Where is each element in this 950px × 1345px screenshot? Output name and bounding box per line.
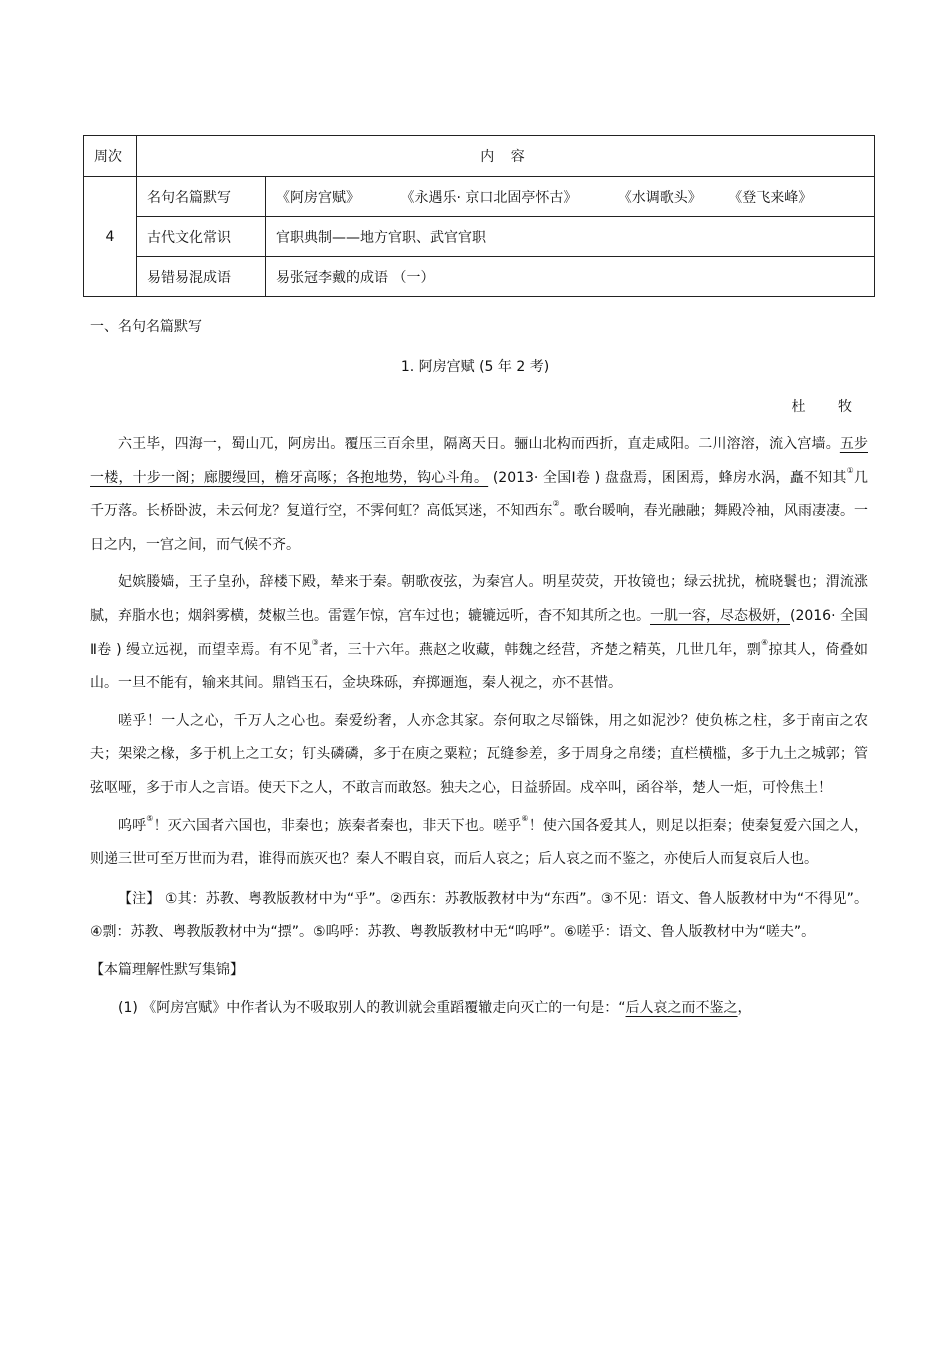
underlined-quote: 五步一楼，十步一阁；廊腰缦回，檐牙高啄；各抱地势，钩心斗角。 bbox=[90, 436, 868, 486]
paragraph: 呜呼⑤！灭六国者六国也，非秦也；族秦者秦也，非天下也。嗟乎⑥！使六国各爱其人，则足以拒秦；使秦复爱六国之人，则递三世可至万世而为君，谁得而族灭也？秦人不暇自哀，而后人哀之；后人哀之而不鉴之，亦使后人而复哀后人也。 bbox=[90, 813, 869, 868]
week-number: 4 bbox=[84, 177, 137, 297]
weekly-schedule-table bbox=[83, 135, 875, 297]
poem-author: 杜 牧 bbox=[791, 399, 866, 415]
row-category: 古代文化常识 bbox=[137, 217, 266, 257]
row-category: 易错易混成语 bbox=[137, 257, 266, 297]
content-item: 《阿房宫赋》 bbox=[276, 189, 360, 206]
practice-question: (1) 《阿房宫赋》中作者认为不吸取别人的教训就会重蹈覆辙走向灭亡的一句是：“后人哀之而不鉴之， bbox=[118, 999, 752, 1016]
header-week: 周次 bbox=[84, 136, 137, 177]
row-content: 官职典制——地方官职、武官官职 bbox=[266, 217, 875, 257]
underlined-quote: 一肌一容，尽态极妍， bbox=[650, 607, 790, 624]
answer-text: 后人哀之而不鉴之 bbox=[625, 999, 738, 1016]
content-item: 《登飞来峰》 bbox=[728, 189, 813, 206]
table-row bbox=[84, 217, 875, 257]
header-content: 内 容 bbox=[137, 136, 875, 177]
table-row bbox=[84, 257, 875, 297]
table-row bbox=[84, 177, 875, 217]
content-item: 《水调歌头》 bbox=[617, 189, 702, 206]
section-title: 一、名句名篇默写 bbox=[90, 319, 202, 335]
poem-body bbox=[90, 428, 868, 1029]
paragraph: 六王毕，四海一，蜀山兀，阿房出。覆压三百余里，隔离天日。骊山北构而西折，直走咸阳。二川溶溶，流入宫墙。五步一楼，十步一阁；廊腰缦回，檐牙高啄；各抱地势，钩心斗角。 (2013· 全国Ⅰ卷 ) 盘盘焉，囷囷焉，蜂房水涡，矗不知其①几千万落。长桥卧波，未云何龙？复道行空，不霁何虹？高低冥迷，不知西东②。歌台暖响，春光融融；舞殿冷袖，风雨凄凄。一日之内，一宫之间，而气候不齐。 bbox=[90, 436, 869, 553]
practice-title: 【本篇理解性默写集锦】 bbox=[90, 961, 244, 978]
row-category: 名句名篇默写 bbox=[137, 177, 266, 217]
row-content: 易张冠李戴的成语 （一） bbox=[266, 257, 875, 297]
table-header-row bbox=[84, 136, 875, 177]
row-content bbox=[266, 177, 875, 217]
poem-title: 1. 阿房宫赋 (5 年 2 考) bbox=[400, 359, 550, 375]
paragraph: 妃嫔媵嫱，王子皇孙，辞楼下殿，辇来于秦。朝歌夜弦，为秦宫人。明星荧荧，开妆镜也；绿云扰扰，梳晓鬟也；渭流涨腻，弃脂水也；烟斜雾横，焚椒兰也。雷霆乍惊，宫车过也；辘辘远听，杳不知其所之也。一肌一容，尽态极妍，(2016· 全国Ⅱ卷 ) 缦立远视，而望幸焉。有不见③者，三十六年。燕赵之收藏，韩魏之经营，齐楚之精英，几世几年，剽④掠其人，倚叠如山。一旦不能有，输来其间。鼎铛玉石，金块珠砾，弃掷逦迤，秦人视之，亦不甚惜。 bbox=[90, 574, 869, 692]
content-item: 《永遇乐· 京口北固亭怀古》 bbox=[400, 189, 578, 206]
annotation-note: 【注】 ①其：苏教、粤教版教材中为“乎”。②西东：苏教版教材中为“东西”。③不见：语文、鲁人版教材中为“不得见”。④剽：苏教、粤教版教材中为“摽”。⑤呜呼：苏教、粤教版教材中无“呜呼”。⑥嗟乎：语文、鲁人版教材中为“嗟夫”。 bbox=[90, 890, 868, 941]
paragraph: 嗟乎！一人之心，千万人之心也。秦爱纷奢，人亦念其家。奈何取之尽锱铢，用之如泥沙？使负栋之柱，多于南亩之农夫；架梁之椽，多于机上之工女；钉头磷磷，多于在庾之粟粒；瓦缝参差，多于周身之帛缕；直栏横槛，多于九土之城郭；管弦呕哑，多于市人之言语。使天下之人，不敢言而敢怒。独夫之心，日益骄固。戍卒叫，函谷举，楚人一炬，可怜焦土！ bbox=[90, 712, 868, 796]
